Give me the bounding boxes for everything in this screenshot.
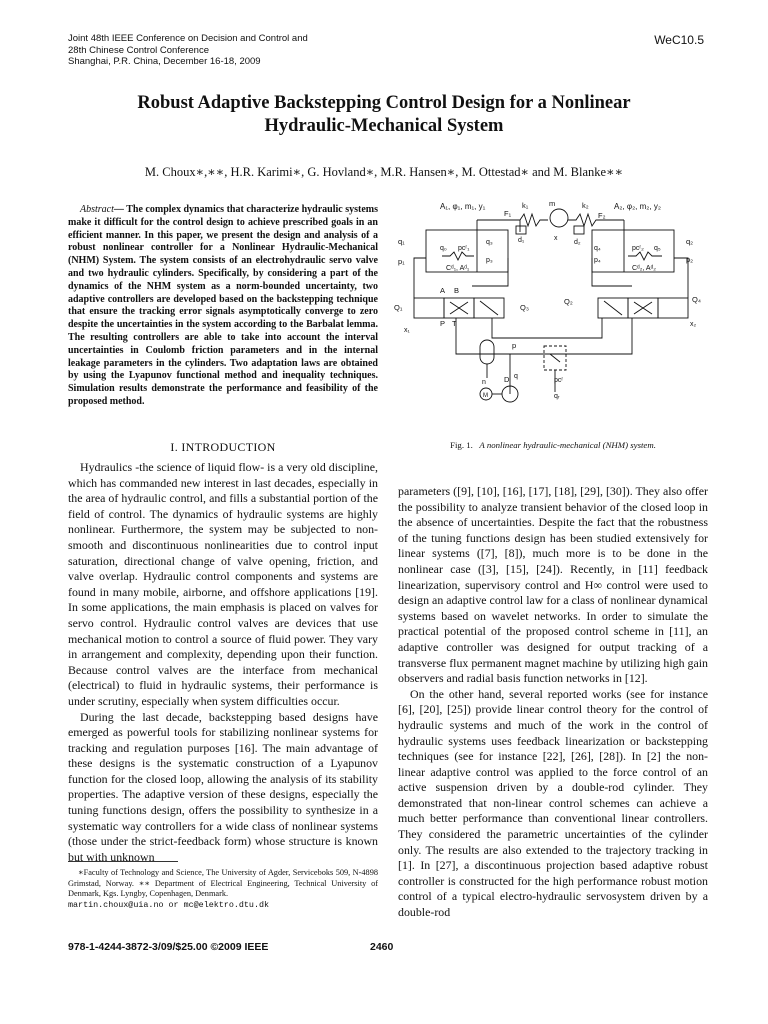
label-d: D [504,375,510,384]
page-number: 2460 [370,941,394,953]
abstract-label: Abstract [80,204,114,215]
label-qr: qᵣ [554,393,560,400]
label-b: B [454,286,460,295]
label-p: p [512,341,517,350]
label-x: x [554,235,558,242]
damper-d2 [574,226,584,234]
isbn-line: 978-1-4244-3872-3/09/$25.00 ©2009 IEEE [68,941,269,953]
footnote-rule [68,861,178,862]
spring-k2 [568,214,624,226]
paragraph: parameters ([9], [10], [16], [17], [18], [29], [30]). They also offer the possibility to analyze transient behavior of the closed loop in the absence of uncertainties. Despite the fact that the robustness of the tuning functions design has been studied extensively for linear systems ([7], [8]), much more is to be done in the nonlinear case ([3], [15], [24]). Recently, in [11] feedback linearization, supervisory control and H∞ control were used to design an adaptive control law for a class of nonlinear dynamical systems based on wavelet networks. In order to simulate the practical potential of the proposed control scheme in [11], an adaptive controller was designed for output tracking of a transverse flux permanent magnet machine by utilizing high gain observers and radial basis function networks in [12]. [398,484,708,686]
figure-caption-text: A nonlinear hydraulic-mechanical (NHM) system. [479,440,656,450]
label-q: q [514,373,518,380]
damper-d1 [516,226,526,234]
label-f2: F₂ [598,211,606,220]
title-line-2: Hydraulic-Mechanical System [264,116,504,136]
label-m-motor: M [483,393,488,399]
label-pcr: pᴄʳ [554,377,564,384]
label-p3: p₃ [486,257,493,264]
conference-line-2: 28th Chinese Control Conference [68,44,210,56]
label-a: A [440,286,446,295]
abstract [68,204,378,409]
label-Q1: Q₁ [394,303,403,312]
paragraph: Hydraulics -the science of liquid flow- is a very old discipline, which has commanded new interest in last decades, especially in the area of hydraulic control, and fills a substantial portion of the field of control. The dynamics of hydraulic systems are highly nonlinear. Furthermore, the system may be subjected to non-smooth and discontinuous nonlinearities due to control input saturation, directional change of valve opening, friction, and valve overlap. Hydraulic control components and systems are found in many mobile, airborne, and offshore applications [19]. In some applications, the main emphasis is placed on valves for servo control. Hydraulic control valves are devices that use mechanical motion to control a source of fluid power. They vary in arrangement and complexity, depending upon their function. Because control valves are the interface from mechanical (electrical) to fluid in hydraulic systems, their performance is under scrutiny, especially when system difficulties occur. [68,460,378,708]
footnote-emails: martin.choux@uia.no or mc@elektro.dtu.dk [68,899,270,910]
nhm-system-diagram [392,198,708,430]
label-f1: F₁ [504,209,512,218]
leakage-valve-right [628,252,662,260]
label-d1: d₁ [518,237,525,244]
label-n: n [482,379,486,386]
accumulator [480,340,494,364]
label-Q2: Q₂ [564,297,573,306]
right-column [398,484,708,921]
label-q1: q₁ [398,237,405,246]
label-d2: d₂ [574,239,581,246]
spring-k1 [520,214,548,226]
label-pcr2: pᴄʳ₂ [632,245,644,252]
session-code: WeC10.5 [654,33,704,47]
label-k2: k₂ [582,201,589,210]
label-q3: q₃ [486,239,493,246]
label-q0: q₀ [440,245,447,252]
leakage-valve-left [442,252,474,260]
label-pcr1: pᴄʳ₁ [458,245,470,252]
paper-title [60,92,708,138]
figure-caption [398,440,708,450]
label-cd2: Cᵈ₂, Aᵈ₂ [632,265,656,272]
paragraph: On the other hand, several reported works (see for instance [6], [20], [25]) provide linear control theory for the control of hydraulic systems and much of the work in the control of hydraulic systems uses feedback linearization or backstepping techniques (see for instance [22], [26], [28]). In [2] the non-linear adaptive control was applied to the force control of an active suspension driven by a double-rod cylinder. They demonstrated that non-linear control schemes can achieve a much better performance than conventional linear controllers. They considered the parametric uncertainties of the cylinder only. The results are also extended to the trajectory tracking in [1]. In [27], a discontinuous projection based adaptive robust controller is constructed for the high performance robust motion control of a typical electro-hydraulic servosystem driven by a double-rod [398,686,708,920]
footnote [68,868,378,910]
label-p1: p₁ [398,257,405,266]
mass-m [550,209,568,227]
label-m: m [549,199,556,208]
servo-valve-left-1 [414,298,444,318]
label-x2: x₂ [690,321,697,328]
label-Q4: Q₄ [692,295,701,304]
left-column [68,460,378,865]
conference-line-1: Joint 48th IEEE Conference on Decision and Control and [68,33,308,44]
label-q5: q₅ [654,245,661,252]
label-q4: q₄ [594,245,601,252]
label-p4: p₄ [594,257,601,264]
servo-valve-right-3 [658,298,688,318]
label-Q3: Q₃ [520,303,529,312]
title-line-1: Robust Adaptive Backstepping Control Design for a Nonlinear [137,93,631,113]
abstract-text: — The complex dynamics that characterize hydraulic systems make it difficult for the control design to achieve prescribed goals in an efficient manner. In this paper, we present the design and analysis of a robust nonlinear controller for a Nonlinear Hydraulic-Mechanical (NHM) System. The system consists of an electrohydraulic servo valve and two hydraulic cylinders. Specifically, by considering a part of the dynamics of the NHM system as a norm-bounded uncertainty, two adaptive controllers are developed based on the backstepping technique that ensure the tracking error signals asymptotically converge to zero despite the uncertainties in the system according to the Barbalat lemma. The resulting controllers are able to take into account the interval uncertainties in Coulomb friction parameters and in the internal leakage parameters in the cylinders. Two adaptation laws are obtained by using the Lyapunov functional method and inequality techniques. Simulation results demonstrate the performance and feasibility of the proposed method. [68,204,378,407]
label-p2: p₂ [686,255,694,264]
conference-line-3: Shanghai, P.R. China, December 16-18, 2009 [68,56,261,67]
label-p-port: P [440,319,446,328]
label-a2: A₂, φ₂, m₂, y₂ [614,202,661,211]
footnote-text: ∗Faculty of Technology and Science, The University of Agder, Serviceboks 509, N-4898 Grimstad, Norway. ∗∗ Department of Electrical Engineering, Technical University of Denmark, Kgs. Lyngby, Copenhagen, Denmark. [68,868,378,898]
section-heading: I. INTRODUCTION [170,440,276,454]
label-x1: x₁ [404,327,410,334]
author-list: M. Choux∗,∗∗, H.R. Karimi∗, G. Hovland∗, M.R. Hansen∗, M. Ottestad∗ and M. Blanke∗∗ [144,165,624,179]
label-q2: q₂ [686,237,694,246]
label-t-port: T [452,319,457,328]
conference-header [68,33,308,68]
figure-label: Fig. 1. [450,440,473,450]
label-cd1: Cᵈ₁, Aᵈ₁ [446,265,470,272]
paragraph: During the last decade, backstepping based designs have emerged as powerful tools for stabilizing nonlinear systems for tracking and regulation purposes [16]. The main advantage of these designs is the systematic construction of a Lyapunov function for the closed loop, allowing the analysis of its stability properties. The adaptive version of these designs, especially the tuning functions design, offers the possibility to synthesize in a systematic way controllers for a wide class of nonlinear systems (those under the strict-feedback form) whose structure is known but with unknown [68,709,378,864]
label-k1: k₁ [522,201,529,210]
label-a1: A₁, φ₁, m₁, y₁ [440,202,486,211]
